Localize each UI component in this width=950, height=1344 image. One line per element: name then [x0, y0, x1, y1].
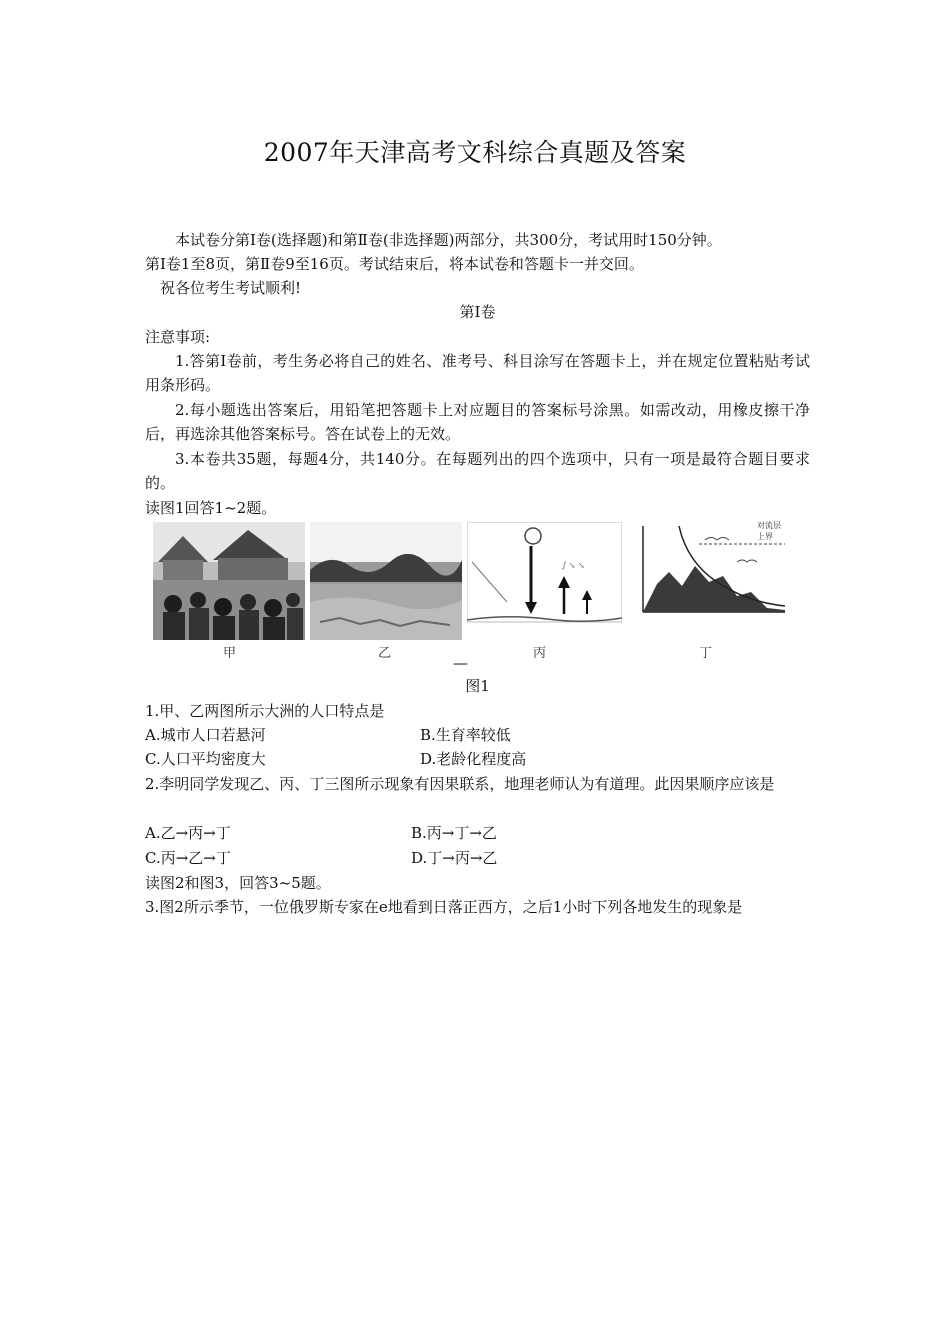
intro-line-2: 第Ⅰ卷1至8页，第Ⅱ卷9至16页。考试结束后，将本试卷和答题卡一并交回。 [145, 255, 644, 273]
question-1-option-c: C.人口平均密度大 [145, 750, 266, 768]
question-1-option-b: B.生育率较低 [420, 726, 511, 744]
question-2-option-c: C.丙→乙→丁 [145, 849, 231, 867]
figure-1-panel-yi-label: 乙 [378, 646, 392, 661]
question-1-option-a: A.城市人口若悬河 [145, 726, 266, 744]
figure-1-panel-bing-label: 丙 [533, 646, 547, 661]
notice-item-3: 3.本卷共35题，每题4分，共140分。在每题列出的四个选项中，只有一项是最符合题目要求的。 [145, 450, 810, 492]
figure-1-panel-jia-label: 甲 [223, 646, 237, 661]
question-2-option-b: B.丙→丁→乙 [411, 824, 497, 842]
figure-1-panel-yi-image [310, 522, 462, 640]
figure-1-panel-bing-image [467, 522, 622, 640]
notice-item-1: 1.答第Ⅰ卷前，考生务必将自己的姓名、准考号、科目涂写在答题卡上，并在规定位置粘贴考试用条形码。 [145, 352, 810, 394]
intro-line-1: 本试卷分第Ⅰ卷(选择题)和第Ⅱ卷(非选择题)两部分，共300分，考试用时150分钟。 [175, 231, 722, 249]
question-1-stem: 1.甲、乙两图所示大洲的人口特点是 [145, 702, 385, 720]
read-figure-2-3-instruction: 读图2和图3，回答3~5题。 [145, 874, 331, 892]
figure-1-panel-ding-label: 丁 [699, 646, 713, 661]
question-3-stem: 3.图2所示季节，一位俄罗斯专家在e地看到日落正西方，之后1小时下列各地发生的现象是 [145, 898, 743, 916]
figure-1-caption: 图1 [465, 677, 490, 695]
page-title: 2007年天津高考文科综合真题及答案 [263, 138, 687, 167]
question-2-option-d: D.丁→丙→乙 [411, 849, 498, 867]
notice-item-2: 2.每小题选出答案后，用铅笔把答题卡上对应题目的答案标号涂黑。如需改动，用橡皮擦干净后，再选涂其他答案标号。答在试卷上的无效。 [145, 401, 810, 443]
figure-1-panel-jia-image [153, 522, 305, 640]
svg-text:∫ ↘ ↘: ∫ ↘ ↘ [562, 561, 585, 570]
read-figure-1-instruction: 读图1回答1~2题。 [145, 499, 277, 517]
figure-1 [153, 521, 788, 672]
figure-1-dash: — [453, 654, 468, 672]
question-2-option-a: A.乙→丙→丁 [145, 824, 231, 842]
intro-wish: 祝各位考生考试顺利! [160, 279, 302, 297]
question-2-stem: 2.李明同学发现乙、丙、丁三图所示现象有因果联系，地理老师认为有道理。此因果顺序应该是 [145, 775, 775, 793]
question-1-option-d: D.老龄化程度高 [420, 750, 527, 768]
figure-1-ding-tropopause-label: 对流层上界 [757, 521, 781, 541]
section-title: 第Ⅰ卷 [459, 303, 496, 321]
notice-heading: 注意事项: [145, 328, 211, 346]
